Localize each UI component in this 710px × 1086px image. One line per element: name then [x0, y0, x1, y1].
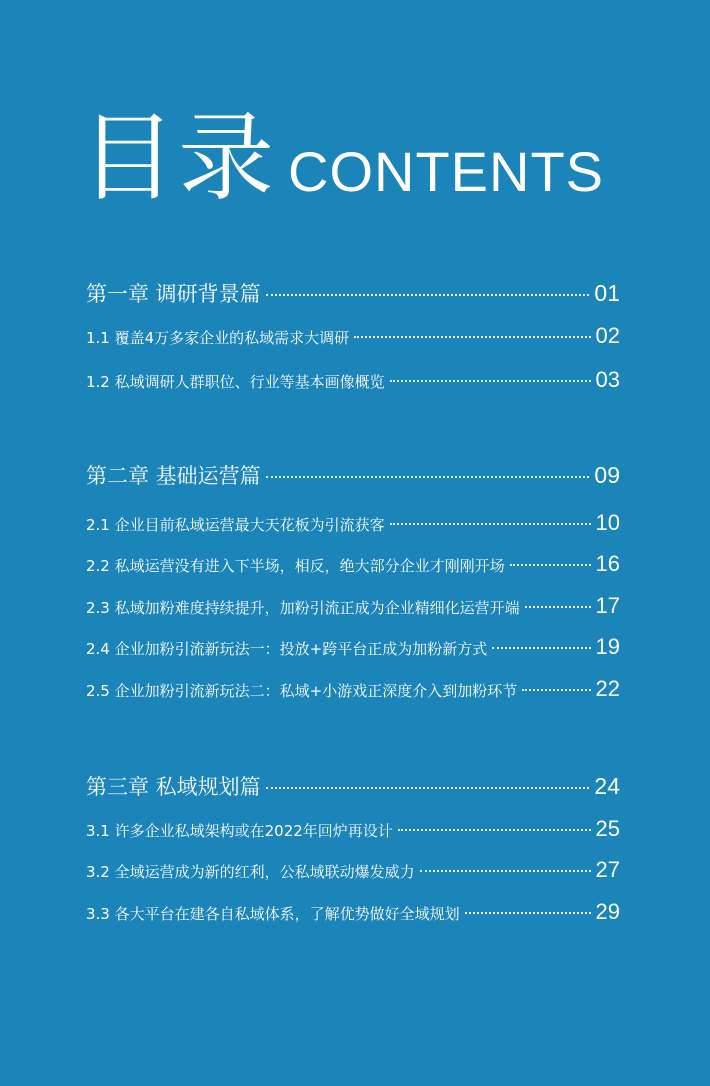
toc-page-number: 09: [594, 462, 620, 488]
toc-section-3-2[interactable]: [86, 857, 620, 883]
toc-section-2-5[interactable]: [86, 676, 620, 702]
toc-page-number: 29: [595, 899, 620, 924]
title-english: CONTENTS: [288, 140, 604, 203]
toc-label: 1.1 覆盖4万多家企业的私域需求大调研: [86, 329, 350, 347]
toc-page-number: 22: [595, 676, 620, 701]
toc-label: 2.4 企业加粉引流新玩法一：投放+跨平台正成为加粉新方式: [86, 640, 488, 658]
title-chinese: 目录: [80, 102, 276, 214]
toc-page-number: 03: [595, 367, 620, 392]
toc-page-number: 02: [595, 323, 620, 348]
dot-leader: [390, 523, 591, 525]
toc-section-1-1[interactable]: [86, 323, 620, 349]
toc-section-1-2[interactable]: [86, 367, 620, 393]
toc-label: 3.3 各大平台在建各自私域体系，了解优势做好全域规划: [86, 905, 460, 923]
toc-section-2-2[interactable]: [86, 551, 620, 577]
toc-section-2-3[interactable]: [86, 593, 620, 619]
dot-leader: [525, 606, 591, 608]
toc-label: 第一章 调研背景篇: [86, 282, 261, 306]
toc-chapter-2[interactable]: [86, 460, 620, 490]
toc-section-2-4[interactable]: [86, 634, 620, 660]
toc-page-number: 10: [595, 510, 620, 535]
dot-leader: [522, 689, 590, 691]
toc-page-number: 17: [595, 593, 620, 618]
toc-page-number: 27: [595, 857, 620, 882]
dot-leader: [465, 912, 591, 914]
dot-leader: [266, 787, 590, 789]
dot-leader: [266, 294, 590, 296]
toc-label: 3.1 许多企业私域架构或在2022年回炉再设计: [86, 822, 393, 840]
toc-section-3-1[interactable]: [86, 816, 620, 842]
toc-section-2-1[interactable]: [86, 510, 620, 536]
toc-page-number: 01: [594, 280, 620, 306]
toc-label: 第二章 基础运营篇: [86, 464, 261, 488]
toc-page-number: 16: [595, 551, 620, 576]
toc-label: 1.2 私域调研人群职位、行业等基本画像概览: [86, 373, 385, 391]
toc-label: 2.3 私域加粉难度持续提升，加粉引流正成为企业精细化运营开端: [86, 599, 520, 617]
toc-label: 3.2 全域运营成为新的红利，公私域联动爆发威力: [86, 863, 415, 881]
dot-leader: [266, 476, 590, 478]
toc-chapter-1[interactable]: [86, 278, 620, 308]
toc-label: 2.1 企业目前私域运营最大天花板为引流获客: [86, 516, 385, 534]
dot-leader: [390, 380, 591, 382]
dot-leader: [354, 336, 590, 338]
toc-page-number: 25: [595, 816, 620, 841]
toc-label: 2.2 私域运营没有进入下半场，相反，绝大部分企业才刚刚开场: [86, 557, 505, 575]
toc-chapter-3[interactable]: [86, 771, 620, 801]
dot-leader: [398, 829, 591, 831]
toc-label: 2.5 企业加粉引流新玩法二：私域+小游戏正深度介入到加粉环节: [86, 682, 518, 700]
toc-page-number: 19: [595, 634, 620, 659]
page-title: [80, 102, 604, 214]
dot-leader: [510, 564, 591, 566]
toc-section-3-3[interactable]: [86, 899, 620, 925]
dot-leader: [420, 870, 591, 872]
toc-label: 第三章 私域规划篇: [86, 775, 261, 799]
toc-page-number: 24: [594, 773, 620, 799]
dot-leader: [492, 647, 590, 649]
